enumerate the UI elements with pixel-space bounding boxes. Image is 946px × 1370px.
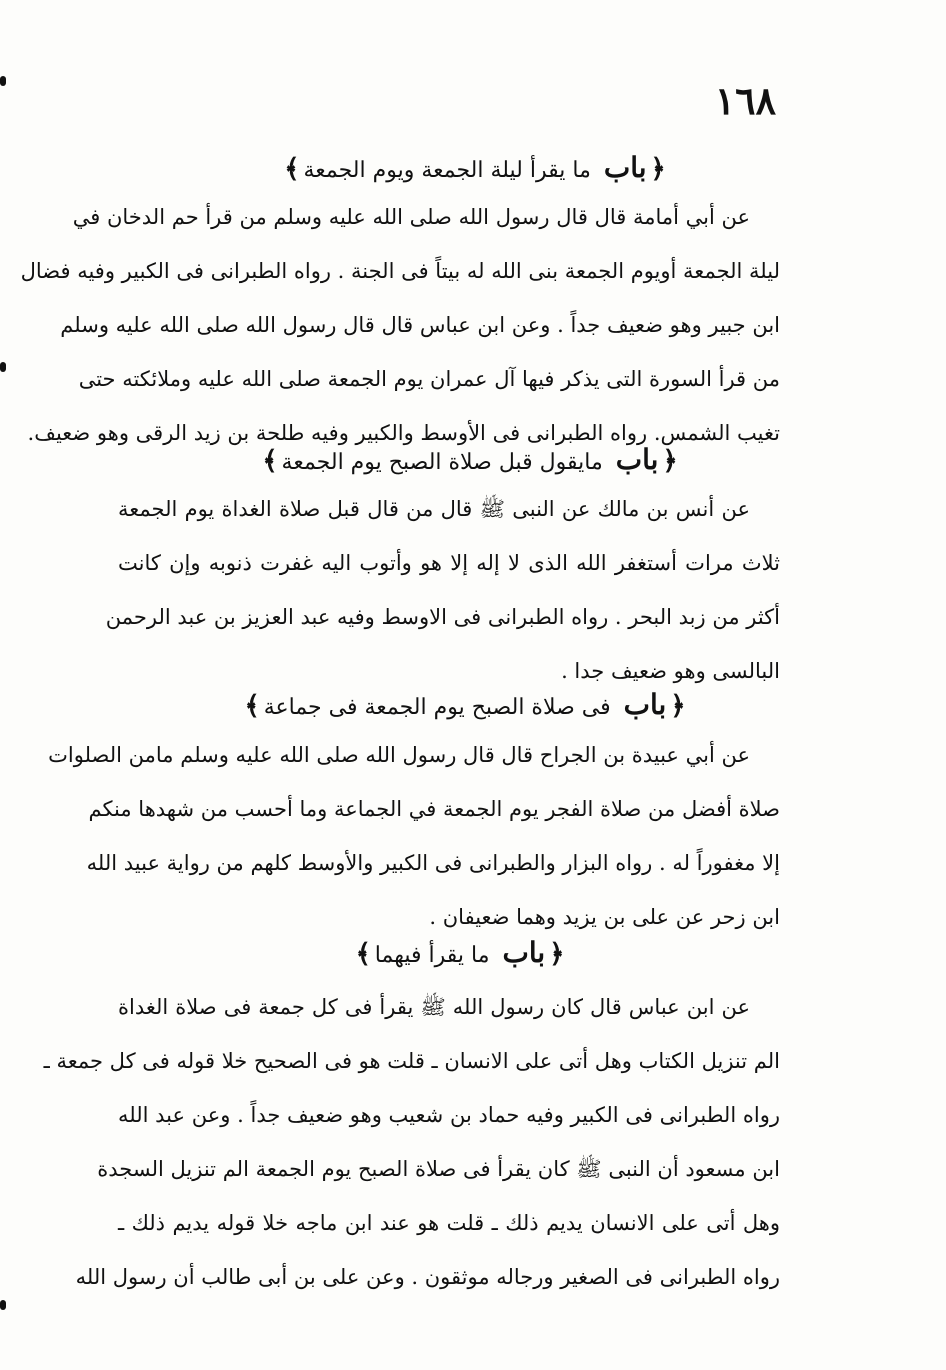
heading-title: مايقول قبل صلاة الصبح يوم الجمعة — [281, 450, 603, 475]
heading-title: ما يقرأ فيهما — [374, 943, 490, 968]
heading-bab: باب — [623, 688, 667, 721]
heading-title: ما يقرأ ليلة الجمعة ويوم الجمعة — [303, 158, 591, 183]
text-line: صلاة أفضل من صلاة الفجر يوم الجمعة في الجماعة وما أحسب من شهدها منكم — [88, 797, 780, 821]
page-number: ١٦٨ — [714, 78, 776, 123]
text-line: رواه الطبرانى فى الصغير ورجاله موثقون . وعن على بن أبى طالب أن رسول الله — [75, 1265, 780, 1289]
section-heading — [240, 687, 690, 726]
text-line: عن أبي عبيدة بن الجراح قال قال رسول الله صلى الله عليه وسلم مامن الصلوات — [48, 743, 750, 767]
section-paragraph — [48, 728, 780, 944]
section-paragraph — [43, 980, 780, 1304]
bracket-open-ornament: ﴿ — [670, 691, 686, 721]
section-paragraph — [105, 482, 780, 698]
text-line: عن ابن عباس قال كان رسول الله ﷺ يقرأ فى كل جمعة فى صلاة الغداة — [118, 995, 750, 1019]
section-heading — [270, 150, 680, 189]
section-heading — [250, 442, 690, 481]
bracket-open-ornament: ﴿ — [650, 154, 666, 184]
bracket-close-ornament: ﴾ — [262, 446, 278, 476]
scan-edge-mark — [0, 1300, 6, 1310]
scan-edge-mark — [0, 362, 6, 372]
text-line: ليلة الجمعة أويوم الجمعة بنى الله له بيتاً فى الجنة . رواه الطبرانى فى الكبير وفيه فضال — [20, 259, 780, 283]
heading-bab: باب — [615, 443, 659, 476]
text-line: عن أبي أمامة قال قال رسول الله صلى الله عليه وسلم من قرأ حم الدخان في — [72, 205, 750, 229]
bracket-close-ornament: ﴾ — [355, 939, 371, 969]
bracket-open-ornament: ﴿ — [662, 446, 678, 476]
scan-edge-mark — [0, 76, 6, 86]
text-line: من قرأ السورة التى يذكر فيها آل عمران يوم الجمعة صلى الله عليه وملائكته حتى — [78, 367, 780, 391]
section-heading — [330, 935, 590, 974]
text-line: ابن مسعود أن النبى ﷺ كان يقرأ فى صلاة الصبح يوم الجمعة الم تنزيل السجدة — [97, 1157, 780, 1181]
bracket-close-ornament: ﴾ — [284, 154, 300, 184]
text-line: ثلاث مرات أستغفر الله الذى لا إله إلا هو وأتوب اليه غفرت ذنوبه وإن كانت — [118, 551, 780, 575]
text-line: أكثر من زبد البحر . رواه الطبرانى فى الاوسط وفيه عبد العزيز بن عبد الرحمن — [105, 605, 780, 629]
heading-bab: باب — [603, 151, 647, 184]
text-line: تغيب الشمس. رواه الطبرانى فى الأوسط والكبير وفيه طلحة بن زيد الرقى وهو ضعيف. — [27, 421, 780, 445]
bracket-open-ornament: ﴿ — [549, 939, 565, 969]
bracket-close-ornament: ﴾ — [244, 691, 260, 721]
text-line: ابن جبير وهو ضعيف جداً . وعن ابن عباس قال قال رسول الله صلى الله عليه وسلم — [60, 313, 780, 337]
text-line: عن أنس بن مالك عن النبى ﷺ قال من قال قبل صلاة الغداة يوم الجمعة — [118, 497, 750, 521]
text-line: ابن زحر عن على بن يزيد وهما ضعيفان . — [429, 905, 780, 929]
heading-title: فى صلاة الصبح يوم الجمعة فى جماعة — [263, 695, 611, 720]
text-line: البالسى وهو ضعيف جدا . — [561, 659, 780, 683]
text-line: إلا مغفوراً له . رواه البزار والطبرانى فى الكبير والأوسط كلهم من رواية عبيد الله — [86, 851, 780, 875]
section-paragraph — [20, 190, 780, 460]
heading-bab: باب — [502, 936, 546, 969]
text-line: وهل أتى على الانسان يديم ذلك ـ قلت هو عند ابن ماجه خلا قوله يديم ذلك ـ — [118, 1211, 780, 1235]
text-line: الم تنزيل الكتاب وهل أتى على الانسان ـ قلت هو فى الصحيح خلا قوله فى كل جمعة ـ — [43, 1049, 780, 1073]
text-line: رواه الطبرانى فى الكبير وفيه حماد بن شعيب وهو ضعيف جداً . وعن عبد الله — [118, 1103, 780, 1127]
